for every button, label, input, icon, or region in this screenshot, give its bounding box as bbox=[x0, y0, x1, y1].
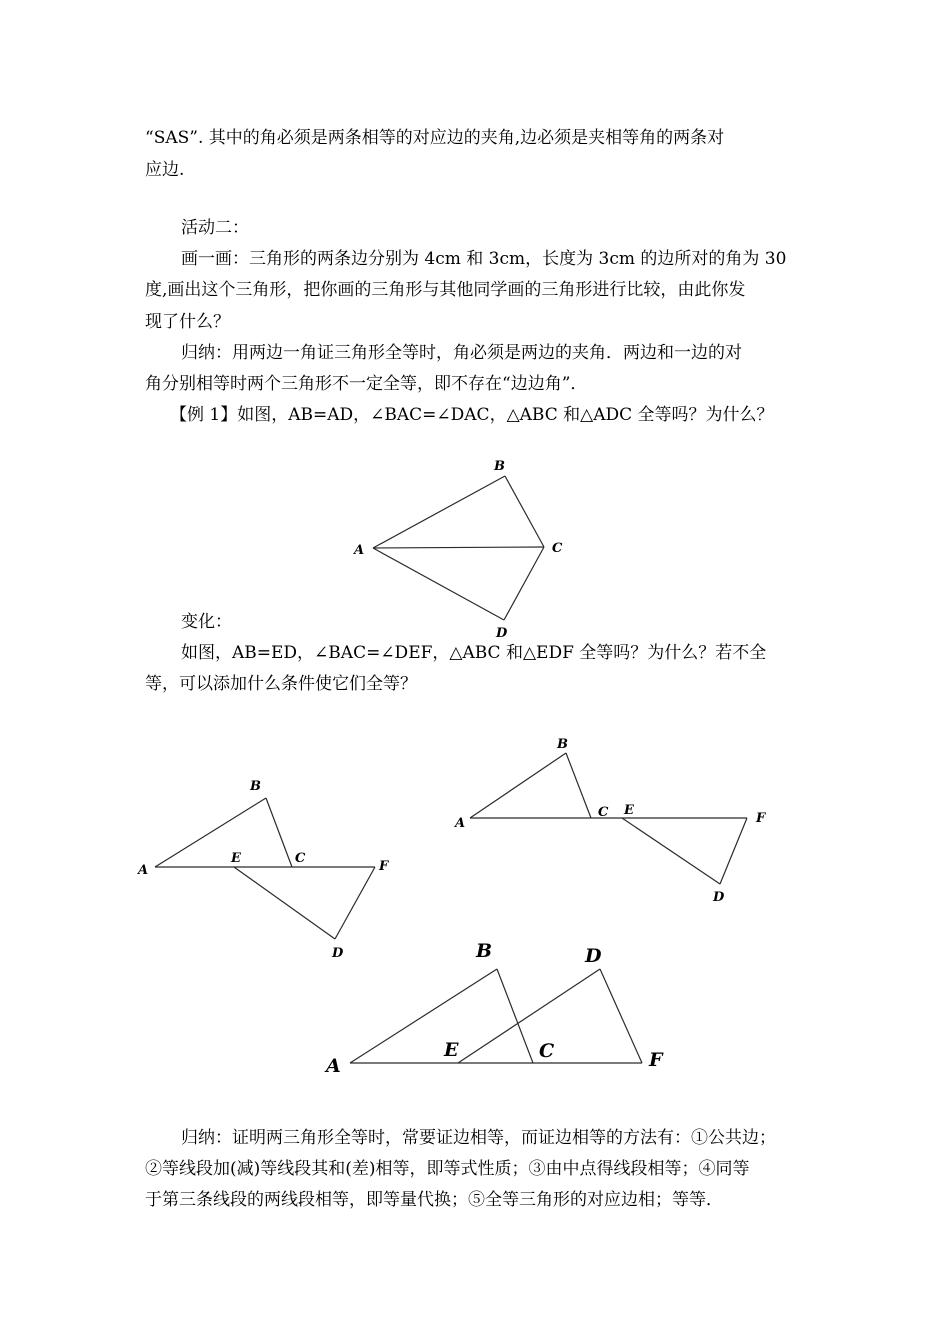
segment-ab bbox=[470, 753, 566, 818]
label-f: F bbox=[649, 1049, 663, 1071]
figure-separate-right bbox=[450, 735, 780, 915]
variation-line2: 等，可以添加什么条件使它们全等？ bbox=[145, 674, 417, 694]
summary-two-line2: ②等线段加(减)等线段其和(差)相等，即等式性质；③由中点得线段相等；④同等 bbox=[145, 1159, 750, 1179]
label-a: A bbox=[354, 543, 365, 558]
label-d: D bbox=[585, 945, 602, 967]
segment-ed bbox=[458, 969, 600, 1063]
segment-bc bbox=[566, 753, 591, 818]
segment-ac bbox=[373, 547, 544, 548]
summary-one-line1: 归纳：用两边一角证三角形全等时，角必须是两边的夹角．两边和一边的对 bbox=[181, 343, 742, 363]
label-d: D bbox=[332, 946, 344, 961]
draw-task-line2: 度,画出这个三角形，把你画的三角形与其他同学画的三角形进行比较，由此你发 bbox=[145, 280, 746, 300]
figure-overlap-bottom bbox=[320, 935, 680, 1085]
segment-ab bbox=[350, 969, 497, 1063]
label-b: B bbox=[494, 459, 505, 474]
segment-bc bbox=[497, 969, 533, 1063]
label-a: A bbox=[326, 1055, 341, 1077]
label-b: B bbox=[250, 779, 261, 794]
segment-bc bbox=[505, 476, 544, 547]
label-e: E bbox=[624, 803, 634, 818]
activity-two-title: 活动二： bbox=[181, 218, 249, 238]
paragraph-sas-line1: “SAS”. 其中的角必须是两条相等的对应边的夹角,边必须是夹相等角的两条对 bbox=[145, 128, 725, 148]
segment-bc bbox=[266, 798, 292, 867]
variation-line1: 如图，AB=ED，∠BAC=∠DEF，△ABC 和△EDF 全等吗？为什么？若不全 bbox=[181, 643, 767, 663]
label-c: C bbox=[598, 805, 609, 820]
label-d: D bbox=[496, 626, 508, 641]
figure-kite bbox=[340, 450, 580, 645]
summary-two-line3: 于第三条线段的两线段相等，即等量代换；⑤全等三角形的对应边相；等等． bbox=[145, 1190, 723, 1210]
label-f: F bbox=[756, 811, 766, 826]
paragraph-sas-line2: 应边. bbox=[145, 160, 185, 180]
label-c: C bbox=[552, 541, 563, 556]
summary-two-line1: 归纳：证明两三角形全等时，常要证边相等，而证边相等的方法有：①公共边； bbox=[181, 1128, 776, 1148]
segment-df bbox=[335, 867, 375, 939]
segment-df bbox=[720, 818, 747, 884]
segment-df bbox=[600, 969, 642, 1063]
variation-title: 变化： bbox=[181, 612, 232, 632]
label-a: A bbox=[138, 863, 149, 878]
segment-ed bbox=[622, 818, 720, 884]
label-e: E bbox=[231, 851, 241, 866]
segment-ed bbox=[234, 867, 335, 939]
segment-dc bbox=[504, 547, 544, 620]
segment-ab bbox=[373, 476, 505, 548]
segment-ad bbox=[373, 548, 504, 620]
label-a: A bbox=[455, 816, 466, 831]
label-b: B bbox=[476, 940, 493, 962]
label-f: F bbox=[379, 859, 389, 874]
segment-ab bbox=[155, 798, 266, 867]
label-b: B bbox=[557, 737, 568, 752]
label-c: C bbox=[295, 851, 306, 866]
label-c: C bbox=[539, 1040, 555, 1062]
draw-task-line3: 现了什么？ bbox=[145, 312, 230, 332]
label-d: D bbox=[713, 890, 725, 905]
summary-one-line2: 角分别相等时两个三角形不一定全等，即不存在“边边角”． bbox=[145, 374, 588, 394]
example-one: 【例 1】如图，AB=AD，∠BAC=∠DAC，△ABC 和△ADC 全等吗？为什么？ bbox=[170, 405, 774, 425]
label-e: E bbox=[444, 1039, 459, 1061]
draw-task-line1: 画一画：三角形的两条边分别为 4cm 和 3cm，长度为 3cm 的边所对的角为 30 bbox=[181, 249, 787, 269]
